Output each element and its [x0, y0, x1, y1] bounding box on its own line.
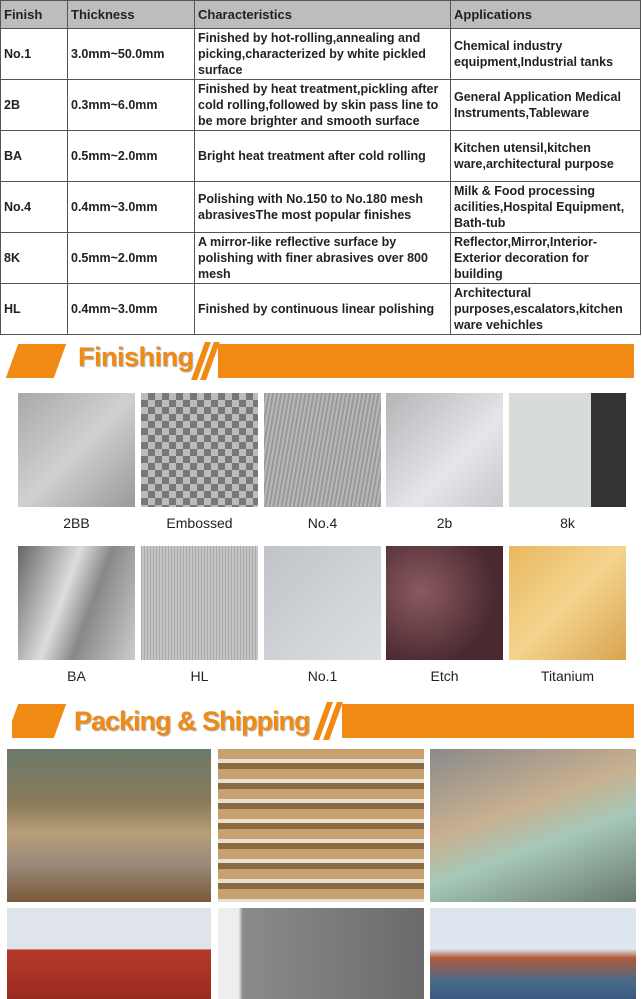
finish-sample-image	[18, 546, 135, 660]
finish-sample-label: No.1	[307, 668, 338, 684]
finish-sample-image	[141, 393, 258, 507]
cell-thickness: 0.4mm~3.0mm	[68, 284, 195, 335]
cell-applications: Chemical industry equipment,Industrial tanks	[451, 29, 641, 80]
shipping-photo-container	[218, 908, 424, 999]
cell-finish: BA	[1, 131, 68, 182]
header-thickness: Thickness	[68, 1, 195, 29]
banner-stripe	[218, 344, 634, 378]
cell-thickness: 0.5mm~2.0mm	[68, 233, 195, 284]
table-row	[1, 29, 641, 80]
finish-sample-label: 2BB	[63, 515, 90, 531]
finish-sample-label: BA	[67, 668, 86, 684]
finish-sample-label: Embossed	[166, 515, 233, 531]
cell-finish: No.4	[1, 182, 68, 233]
table-row	[1, 284, 641, 335]
finish-sample-label: 8k	[560, 515, 575, 531]
table-row	[1, 182, 641, 233]
finish-sample-label: Etch	[430, 668, 459, 684]
finish-sample-label: HL	[190, 668, 209, 684]
finish-sample-label: No.4	[307, 515, 338, 531]
finishing-title: Finishing	[78, 342, 194, 372]
cell-finish: HL	[1, 284, 68, 335]
shipping-photo-cargo-ship	[430, 908, 636, 999]
finish-sample-image	[18, 393, 135, 507]
cell-characteristics: A mirror-like reflective surface by polishing with finer abrasives over 800 mesh	[195, 233, 451, 284]
header-applications: Applications	[451, 1, 641, 29]
packing-title: Packing & Shipping	[74, 706, 310, 736]
finishing-banner	[12, 342, 634, 380]
cell-characteristics: Finished by continuous linear polishing	[195, 284, 451, 335]
finish-sample-label: 2b	[436, 515, 453, 531]
finish-spec-table	[0, 0, 641, 335]
table-row	[1, 80, 641, 131]
cell-applications: General Application Medical Instruments,Tableware	[451, 80, 641, 131]
finish-sample-label: Titanium	[540, 668, 595, 684]
cell-thickness: 0.4mm~3.0mm	[68, 182, 195, 233]
cell-characteristics: Finished by heat treatment,pickling after cold rolling,followed by skin pass line to be more brighter and smooth surface	[195, 80, 451, 131]
finish-sample-image	[264, 546, 381, 660]
table-row	[1, 233, 641, 284]
packing-banner	[12, 702, 634, 740]
finish-sample-image	[141, 546, 258, 660]
header-characteristics: Characteristics	[195, 1, 451, 29]
cell-characteristics: Bright heat treatment after cold rolling	[195, 131, 451, 182]
finish-sample-image	[509, 393, 626, 507]
banner-stripe	[12, 704, 66, 738]
cell-finish: No.1	[1, 29, 68, 80]
cell-finish: 8K	[1, 233, 68, 284]
cell-applications: Kitchen utensil,kitchen ware,architectural purpose	[451, 131, 641, 182]
cell-applications: Reflector,Mirror,Interior-Exterior decoration for building	[451, 233, 641, 284]
cell-applications: Milk & Food processing acilities,Hospital Equipment, Bath-tub	[451, 182, 641, 233]
cell-characteristics: Finished by hot-rolling,annealing and picking,characterized by white pickled surface	[195, 29, 451, 80]
table-row	[1, 131, 641, 182]
packing-photo-sheets-factory	[7, 749, 211, 902]
packing-photo-wrapped-sheets	[430, 749, 636, 902]
header-finish: Finish	[1, 1, 68, 29]
packing-photo-wooden-pallets	[218, 749, 424, 902]
cell-finish: 2B	[1, 80, 68, 131]
cell-characteristics: Polishing with No.150 to No.180 mesh abrasivesThe most popular finishes	[195, 182, 451, 233]
finish-sample-image	[386, 393, 503, 507]
finish-sample-image	[264, 393, 381, 507]
shipping-photo-truck	[7, 908, 211, 999]
finish-sample-image	[386, 546, 503, 660]
finish-sample-image	[509, 546, 626, 660]
cell-thickness: 0.3mm~6.0mm	[68, 80, 195, 131]
cell-thickness: 3.0mm~50.0mm	[68, 29, 195, 80]
banner-stripe	[342, 704, 634, 738]
cell-thickness: 0.5mm~2.0mm	[68, 131, 195, 182]
banner-stripe	[6, 344, 66, 378]
cell-applications: Architectural purposes,escalators,kitchen ware vehichles	[451, 284, 641, 335]
